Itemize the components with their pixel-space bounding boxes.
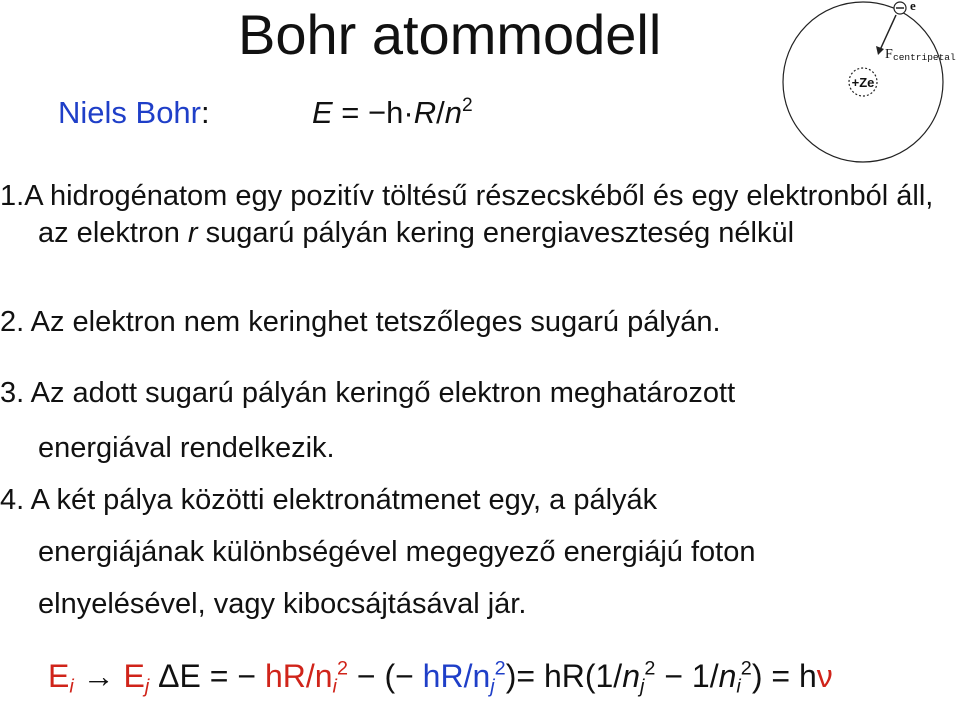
radius-symbol: r — [187, 217, 198, 249]
postulate-4-line-2: energiájának különbségével megegyező energiájú foton — [38, 536, 756, 568]
n-3: n — [622, 658, 640, 694]
sub-4: i — [736, 675, 741, 698]
arrow-icon: → — [73, 658, 124, 694]
rydberg-symbol: R — [413, 95, 437, 130]
postulate-1-text-b: sugarú pályán kering energiaveszteség nélkül — [197, 217, 795, 249]
force-symbol: F — [885, 47, 893, 62]
postulate-1-number: 1. — [0, 180, 25, 212]
energy-slash: / — [436, 95, 445, 130]
slash-n-2: /n — [463, 658, 491, 694]
postulate-4-line-1: 4. A két pálya közötti elektronátmenet egy, a pályák — [0, 484, 658, 516]
energy-exponent: 2 — [461, 95, 473, 117]
delta-e: ΔE = − — [149, 658, 265, 694]
energy-formula — [312, 95, 473, 131]
energy-symbol: E — [312, 95, 333, 130]
paren-open: (1/ — [584, 658, 623, 694]
slide-title: Bohr atommodell — [238, 3, 662, 66]
sup-4: 2 — [740, 657, 752, 680]
energy-i-sub: i — [69, 675, 74, 698]
sup-1: 2 — [336, 657, 348, 680]
minus-2: − 1/ — [655, 658, 719, 694]
energy-j-sub: j — [144, 675, 150, 698]
force-arrow-icon — [880, 15, 896, 50]
quantum-n: n — [444, 95, 462, 130]
energy-j: E — [123, 658, 145, 694]
force-arrowhead-icon — [876, 46, 884, 55]
author-colon: : — [201, 95, 210, 130]
postulate-1-text-a: A hidrogénatom egy pozitív töltésű részecskéből és egy elektronból áll, az elektron — [24, 180, 934, 249]
postulate-3-line-2: energiával rendelkezik. — [38, 432, 335, 464]
sub-2: j — [490, 675, 495, 698]
hr-term-2: hR — [422, 658, 464, 694]
postulate-4-line-3: elnyelésével, vagy kibocsájtásával jár. — [38, 588, 527, 620]
electron-label: e — [910, 0, 916, 13]
close-eq: )= h — [505, 658, 562, 694]
author-label — [58, 95, 210, 131]
postulate-3 — [0, 366, 735, 476]
force-subscript: centripetal — [893, 52, 956, 63]
postulate-4 — [0, 474, 755, 630]
sup-2: 2 — [494, 657, 506, 680]
bohr-atom-diagram — [772, 0, 960, 168]
hr-term-1: hR — [264, 658, 306, 694]
n-4: n — [718, 658, 737, 694]
postulate-1 — [0, 178, 938, 252]
end-eq: ) = h — [751, 658, 817, 694]
sup-3: 2 — [644, 657, 656, 680]
r-3: R — [561, 658, 585, 694]
sub-1: i — [332, 675, 337, 698]
slash-n-1: /n — [305, 658, 333, 694]
postulate-3-line-1: 3. Az adott sugarú pályán keringő elektron meghatározott — [0, 377, 736, 409]
energy-i: E — [48, 658, 70, 694]
author-name: Niels Bohr — [58, 95, 201, 130]
transition-formula — [48, 657, 833, 698]
sub-3: j — [639, 675, 645, 698]
nu-symbol: ν — [816, 658, 833, 694]
energy-eq: = −h· — [332, 95, 414, 130]
minus-paren: − (− — [347, 658, 423, 694]
postulate-2: 2. Az elektron nem keringhet tetszőleges sugarú pályán. — [0, 306, 721, 338]
nucleus-label: +Ze — [851, 75, 875, 90]
